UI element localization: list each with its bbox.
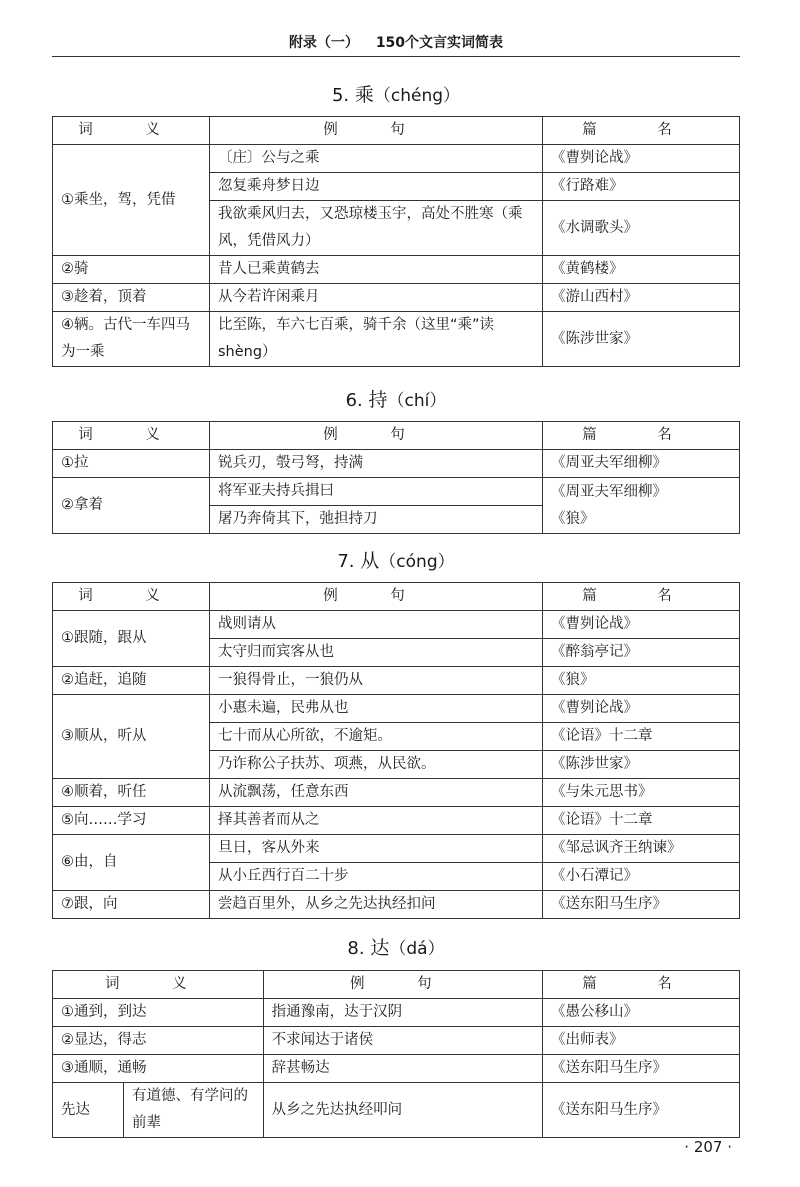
table-row: ①拉 锐兵刃，彀弓弩，持满 《周亚夫军细柳》 bbox=[53, 450, 740, 478]
table-row: ②骑 昔人已乘黄鹤去 《黄鹤楼》 bbox=[53, 256, 740, 284]
table-header-row: 词 义 例 句 篇 名 bbox=[53, 117, 740, 145]
table-row: ①通到，到达 指通豫南，达于汉阴 《愚公移山》 bbox=[53, 999, 740, 1027]
table-row: ②追赶，追随 一狼得骨止，一狼仍从 《狼》 bbox=[53, 667, 740, 695]
table-cheng bbox=[52, 116, 740, 367]
table-header-row: 词 义 例 句 篇 名 bbox=[53, 422, 740, 450]
table-row: 太守归而宾客从也 《醉翁亭记》 bbox=[53, 639, 740, 667]
section-title-7: 7. 从（cóng） bbox=[337, 550, 455, 572]
table-row: ③趁着，顶着 从今若许闲乘月 《游山西村》 bbox=[53, 284, 740, 312]
table-row: 从小丘西行百二十步 《小石潭记》 bbox=[53, 863, 740, 891]
table-row: ⑦跟，向 尝趋百里外，从乡之先达执经扣问 《送东阳马生序》 bbox=[53, 891, 740, 919]
table-row: ⑤向……学习 择其善者而从之 《论语》十二章 bbox=[53, 807, 740, 835]
running-header bbox=[52, 30, 740, 57]
table-chi bbox=[52, 421, 740, 534]
table-row: 忽复乘舟梦日边 《行路难》 bbox=[53, 173, 740, 201]
section-title-6: 6. 持（chí） bbox=[345, 389, 447, 411]
table-row: 七十而从心所欲，不逾矩。 《论语》十二章 bbox=[53, 723, 740, 751]
table-row: ④辆。古代一车四马为一乘 比至陈，车六七百乘，骑千余（这里“乘”读 shèng） 《陈涉世家》 bbox=[53, 312, 740, 367]
table-header-row: 词 义 例 句 篇 名 bbox=[53, 971, 740, 999]
header-left: 附录（一） bbox=[288, 35, 359, 51]
table-row: ①跟随，跟从 战则请从 《曹刿论战》 bbox=[53, 611, 740, 639]
table-row: ③顺从，听从 小惠未遍，民弗从也 《曹刿论战》 bbox=[53, 695, 740, 723]
table-row: ④顺着，听任 从流飘荡，任意东西 《与朱元思书》 bbox=[53, 779, 740, 807]
table-row: ③通顺，通畅 辞甚畅达 《送东阳马生序》 bbox=[53, 1055, 740, 1083]
section-title-5: 5. 乘（chéng） bbox=[331, 84, 461, 106]
table-row: ⑥由，自 旦日，客从外来 《邹忌讽齐王纳谏》 bbox=[53, 835, 740, 863]
table-header-row: 词 义 例 句 篇 名 bbox=[53, 583, 740, 611]
table-row-extra: 先达 有道德、有学问的前辈 从乡之先达执经叩问 《送东阳马生序》 bbox=[53, 1083, 740, 1138]
page-number: · 207 · bbox=[684, 1138, 732, 1156]
table-cong bbox=[52, 582, 740, 919]
table-row: ①乘坐，驾，凭借 〔庄〕公与之乘 《曹刿论战》 bbox=[53, 145, 740, 173]
table-row: ②拿着 将军亚夫持兵揖曰 《周亚夫军细柳》 《狼》 bbox=[53, 478, 740, 506]
header-right: 150个文言实词简表 bbox=[375, 35, 504, 51]
table-row: 屠乃奔倚其下，弛担持刀 bbox=[53, 506, 740, 534]
table-da bbox=[52, 970, 740, 1138]
table-row: 我欲乘风归去，又恐琼楼玉宇，高处不胜寒（乘风，凭借风力） 《水调歌头》 bbox=[53, 201, 740, 256]
section-title-8: 8. 达（dá） bbox=[347, 937, 445, 959]
table-row: ②显达，得志 不求闻达于诸侯 《出师表》 bbox=[53, 1027, 740, 1055]
table-row: 乃诈称公子扶苏、项燕，从民欲。 《陈涉世家》 bbox=[53, 751, 740, 779]
